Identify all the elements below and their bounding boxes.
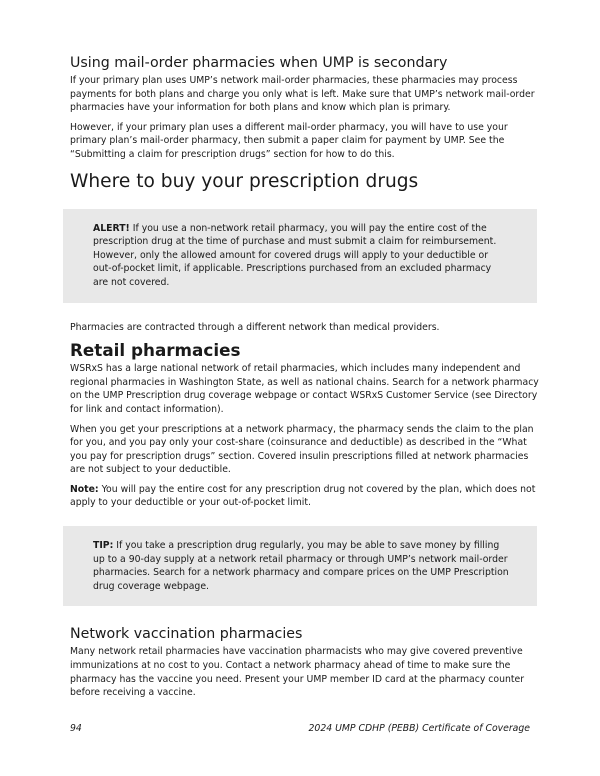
alert-body: If you use a non-network retail pharmacy, you will pay the entire cost of the prescription drug at the time of purchase and must submit a claim for reimbursement. However, only the allowed amount for covered drugs will apply to your deductible or out-of-pocket limit, if applicable. Prescriptions purchased from an excluded pharmacy are not covered. (93, 222, 497, 288)
tip-callout (63, 526, 537, 606)
paragraph: When you get your prescriptions at a network pharmacy, the pharmacy sends the claim to the plan for you, and you pay only your cost-share (coinsurance and deductible) as described in the “What you pay for prescription drugs” section. Covered insulin prescriptions filled at network pharmacies are not subject to your deductible. (70, 423, 534, 476)
note-body: You will pay the entire cost for any prescription drug not covered by the plan, which does not apply to your deductible or your out-of-pocket limit. (70, 483, 536, 509)
alert-callout (63, 209, 537, 303)
tip-body: If you take a prescription drug regularly, you may be able to save money by filling up to a 90-day supply at a network retail pharmacy or through UMP’s network mail-order pharmacies. Search for a network pharmacy and compare prices on the UMP Prescription drug coverage webpage. (93, 540, 509, 592)
paragraph: WSRxS has a large national network of retail pharmacies, which includes many independent and regional pharmacies in Washington State, as well as national chains. Search for a network pharmacy on the UMP Prescription drug coverage webpage or contact WSRxS Customer Service (see Directory for link and contact information). (70, 363, 539, 415)
paragraph: Pharmacies are contracted through a different network than medical providers. (70, 321, 440, 333)
paragraph: Many network retail pharmacies have vaccination pharmacists who may give covered preventive immunizations at no cost to you. Contact a network pharmacy ahead of time to make sure the pharmacy has the vaccine you need. Present your UMP member ID card at the pharmacy counter before receiving a vaccine. (70, 646, 525, 699)
page-footer (70, 723, 530, 734)
tip-text (93, 539, 509, 593)
page-content (70, 54, 540, 706)
note-label: Note: (70, 483, 99, 495)
paragraph: However, if your primary plan uses a different mail-order pharmacy, you will have to use your primary plan’s mail-order pharmacy, then submit a paper claim for payment by UMP. See the “Submitting a claim for prescription drugs” section for how to do this. (70, 121, 508, 160)
alert-label: ALERT! (93, 222, 130, 234)
note-paragraph (70, 483, 540, 510)
alert-text (93, 222, 509, 290)
section-heading-vaccination-pharmacies: Network vaccination pharmacies (70, 626, 303, 643)
section-heading-where-to-buy: Where to buy your prescription drugs (70, 170, 419, 192)
section-heading-mail-order-secondary: Using mail-order pharmacies when UMP is secondary (70, 55, 448, 71)
tip-label: TIP: (93, 540, 114, 552)
paragraph: If your primary plan uses UMP’s network mail-order pharmacies, these pharmacies may process payments for both plans and charge you only what is left. Make sure that UMP’s network mail-order pharmacies have your information for both plans and know which plan is primary. (70, 75, 535, 114)
page-number: 94 (70, 723, 82, 734)
section-heading-retail-pharmacies: Retail pharmacies (70, 340, 241, 361)
document-title: 2024 UMP CDHP (PEBB) Certificate of Coverage (308, 723, 530, 734)
